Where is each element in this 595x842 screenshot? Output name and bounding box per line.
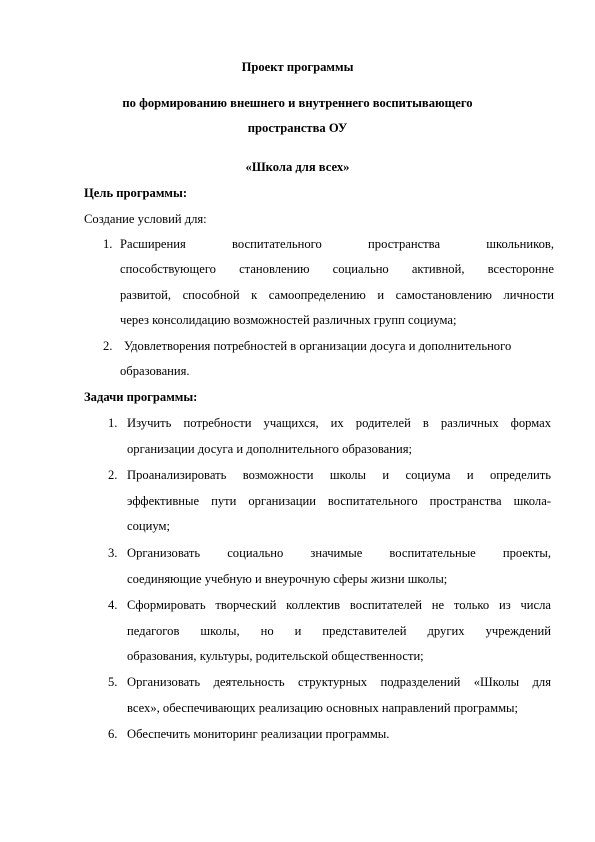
- task-2-line-1: Проанализировать возможности школы и социума и определить: [127, 468, 551, 482]
- task-2-line-3: социум;: [127, 519, 170, 533]
- goal-item-1-line-3: развитой, способной к самоопределению и самостановлению личности: [120, 288, 554, 302]
- title-line-4: «Школа для всех»: [245, 160, 350, 174]
- goal-heading: Цель программы:: [84, 186, 188, 200]
- task-2-line-2: эффективные пути организации воспитательного пространства школа-: [127, 494, 551, 508]
- task-5-line-1: Организовать деятельность структурных подразделений «Школы для: [127, 675, 551, 689]
- task-6-line-1: Обеспечить мониторинг реализации программы.: [127, 727, 390, 741]
- goal-item-2-line-2: образования.: [120, 364, 190, 378]
- task-3-line-2: соединяющие учебную и внеурочную сферы жизни школы;: [127, 572, 448, 586]
- goal-item-2-line-1: Удовлетворения потребностей в организации досуга и дополнительного: [124, 339, 512, 353]
- task-4-line-1: Сформировать творческий коллектив воспитателей не только из числа: [127, 598, 551, 612]
- task-4-line-2: педагогов школы, но и представителей других учреждений: [127, 624, 551, 638]
- task-5-line-2: всех», обеспечивающих реализацию основных направлений программы;: [127, 701, 519, 715]
- task-6-number: 6.: [108, 727, 118, 741]
- task-4-number: 4.: [108, 598, 118, 612]
- goal-item-1-line-2: способствующего становлению социально активной, всесторонне: [120, 262, 554, 276]
- task-3-number: 3.: [108, 546, 118, 560]
- task-3-line-1: Организовать социально значимые воспитательные проекты,: [127, 546, 551, 560]
- goal-item-1-number: 1.: [103, 237, 113, 251]
- title-line-2: по формированию внешнего и внутреннего воспитывающего: [122, 96, 473, 110]
- title-line-3: пространства ОУ: [247, 121, 348, 135]
- task-4-line-3: образования, культуры, родительской общественности;: [127, 649, 424, 663]
- task-1-line-1: Изучить потребности учащихся, их родителей в различных формах: [127, 416, 551, 430]
- goal-item-1-line-1: Расширения воспитательного пространства школьников,: [120, 237, 554, 251]
- task-1-line-2: организации досуга и дополнительного образования;: [127, 442, 413, 456]
- task-5-number: 5.: [108, 675, 118, 689]
- goal-item-1-line-4: через консолидацию возможностей различных групп социума;: [120, 313, 457, 327]
- tasks-heading: Задачи программы:: [84, 390, 198, 404]
- task-1-number: 1.: [108, 416, 118, 430]
- title-line-1: Проект программы: [241, 60, 354, 74]
- goal-item-2-number: 2.: [103, 339, 113, 353]
- task-2-number: 2.: [108, 468, 118, 482]
- goal-intro: Создание условий для:: [84, 212, 207, 226]
